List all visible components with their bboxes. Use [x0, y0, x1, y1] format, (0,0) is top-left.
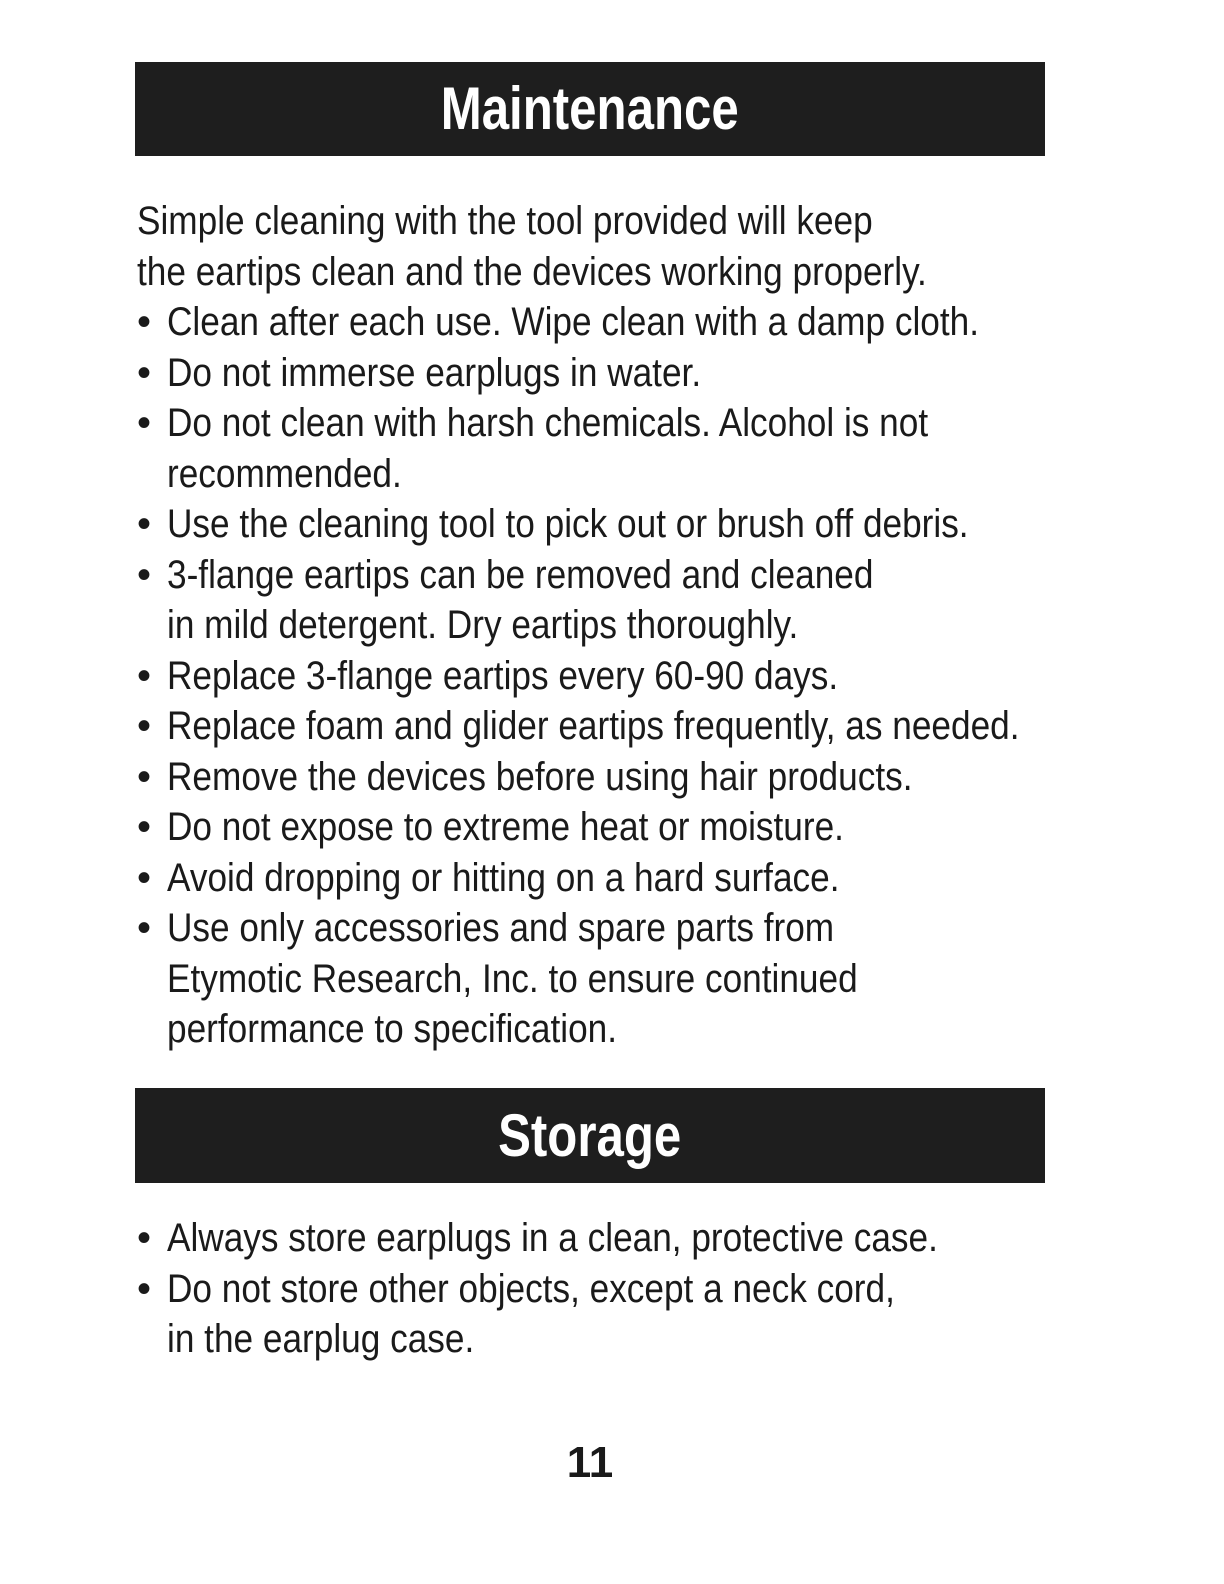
intro-line: Simple cleaning with the tool provided will keep: [137, 199, 873, 243]
list-item: [137, 853, 1067, 904]
list-item-line: • Do not immerse earplugs in water.: [167, 350, 702, 395]
list-item-line: • Do not store other objects, except a neck cord,: [167, 1266, 895, 1311]
list-item-line: • Use only accessories and spare parts from: [167, 906, 835, 950]
list-item: [137, 297, 1067, 348]
maintenance-body: [137, 196, 1067, 1055]
list-item: [137, 651, 1067, 702]
list-item: [137, 802, 1067, 853]
list-item-line: • Remove the devices before using hair products.: [167, 754, 913, 799]
intro-line: the eartips clean and the devices working properly.: [137, 249, 927, 294]
list-item-line: performance to specification.: [167, 1007, 618, 1051]
list-item-line: in mild detergent. Dry eartips thoroughly.: [167, 603, 799, 647]
list-item: [137, 398, 1067, 499]
list-item-line: • 3-flange eartips can be removed and cleaned: [167, 552, 874, 597]
list-item-line: • Use the cleaning tool to pick out or brush off debris.: [167, 502, 969, 546]
maintenance-heading: Maintenance: [440, 75, 740, 142]
list-item-line: • Replace 3-flange eartips every 60-90 days.: [167, 653, 839, 698]
storage-heading: Storage: [498, 1101, 682, 1169]
list-item: [137, 499, 1067, 550]
list-item: [137, 903, 1067, 1055]
list-item-line: • Replace foam and glider eartips frequently, as needed.: [167, 704, 1020, 748]
storage-body: [137, 1213, 1067, 1365]
list-item: [137, 752, 1067, 803]
list-item: [137, 701, 1067, 752]
list-item: [137, 550, 1067, 651]
list-item-line: • Do not expose to extreme heat or moisture.: [167, 805, 844, 849]
list-item-line: in the earplug case.: [167, 1317, 475, 1361]
list-item-line: recommended.: [167, 451, 402, 496]
list-item-line: • Clean after each use. Wipe clean with a damp cloth.: [167, 300, 979, 344]
list-item-line: Etymotic Research, Inc. to ensure continued: [167, 956, 858, 1001]
list-item-line: • Always store earplugs in a clean, protective case.: [167, 1216, 938, 1260]
maintenance-heading-banner: [135, 62, 1045, 156]
list-item: [137, 1264, 1067, 1365]
list-item: [137, 1213, 1067, 1264]
storage-heading-banner: [135, 1088, 1045, 1183]
list-item-line: • Avoid dropping or hitting on a hard surface.: [167, 855, 840, 900]
list-item: [137, 348, 1067, 399]
list-item-line: • Do not clean with harsh chemicals. Alcohol is not: [167, 401, 929, 445]
page-number: 11: [566, 1438, 614, 1487]
